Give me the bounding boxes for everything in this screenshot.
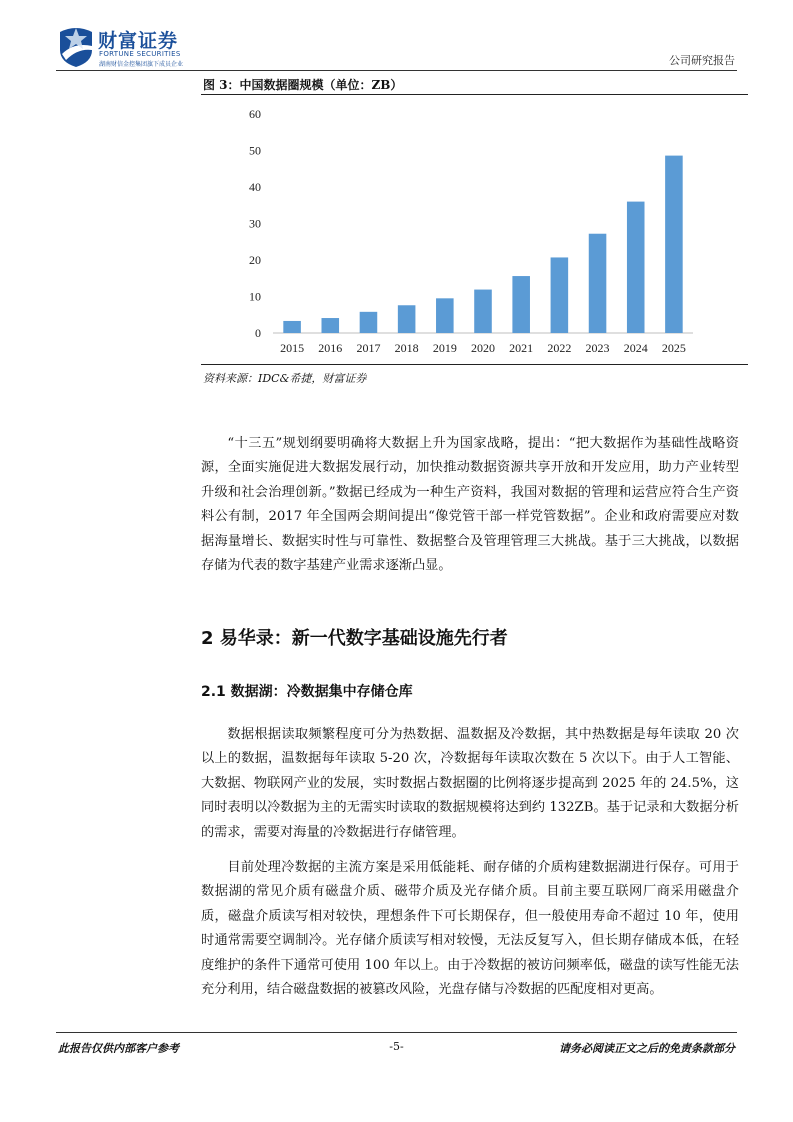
footer-disclaimer-right: 请务必阅读正文之后的免责条款部分 bbox=[559, 1042, 735, 1055]
bar-2025 bbox=[665, 156, 683, 333]
subsection-heading: 2.1 数据湖：冷数据集中存储仓库 bbox=[201, 684, 413, 700]
y-tick-label: 30 bbox=[249, 216, 261, 231]
x-tick-label: 2019 bbox=[432, 341, 457, 355]
figure-source: 资料来源：IDC&希捷，财富证券 bbox=[203, 372, 367, 385]
y-tick-label: 50 bbox=[249, 143, 261, 158]
bar-2023 bbox=[589, 234, 607, 333]
y-tick-label: 20 bbox=[249, 253, 261, 267]
footer-divider bbox=[56, 1032, 737, 1033]
logo-english-name: FORTUNE SECURITIES bbox=[99, 50, 181, 58]
paragraph-data-temperature: 数据根据读取频繁程度可分为热数据、温数据及冷数据，其中热数据是每年读取 20 次以上的数据，温数据每年读取 5-20 次，冷数据每年读取次数在 5 次以下。由于人工智能、大数据、物联网产业的发展，实时数据占数据圈的比例将逐步提高到 2025 年的 24.5%，这同时表明以冷数据为主的无需实时读取的数据规模将达到约 132ZB。基于记录和大数据分析的需求，需要对海量的冷数据进行存储管理。 bbox=[201, 727, 739, 840]
x-tick-label: 2022 bbox=[547, 341, 572, 355]
x-tick-label: 2025 bbox=[661, 341, 686, 355]
y-tick-label: 0 bbox=[255, 326, 261, 340]
report-type: 公司研究报告 bbox=[669, 54, 735, 67]
paragraph-strategy: “十三五”规划纲要明确将大数据上升为国家战略，提出：“把大数据作为基础性战略资源，全面实施促进大数据发展行动，加快推动数据资源共享开放和开发应用，助力产业转型升级和社会治理创新。”数据已经成为一种生产资料，我国对数据的管理和运营应符合生产资料公有制，2017 年全国两会期间提出“像党管干部一样党管数据”。企业和政府需要应对数据海量增长、数据实时性与可靠性、数据整合及管理管理三大挑战。基于三大挑战，以数据存储为代表的数字基建产业需求逐渐凸显。 bbox=[201, 436, 739, 574]
paragraph-storage-media: 目前处理冷数据的主流方案是采用低能耗、耐存储的介质构建数据湖进行保存。可用于数据湖的常见介质有磁盘介质、磁带介质及光存储介质。目前主要互联网厂商采用磁盘介质，磁盘介质读写相对较快，理想条件下可长期保存，但一般使用寿命不超过 10 年，使用时通常需要空调制冷。光存储介质读写相对较慢，无法反复写入，但长期存储成本低，在轻度维护的条件下通常可使用 100 年以上。由于冷数据的被访问频率低，磁盘的读写性能无法充分利用，结合磁盘数据的被篡改风险，光盘存储与冷数据的匹配度相对更高。 bbox=[201, 860, 739, 998]
bar-2018 bbox=[398, 305, 416, 333]
section-heading: 2 易华录：新一代数字基础设施先行者 bbox=[201, 628, 508, 649]
y-tick-label: 60 bbox=[249, 107, 261, 121]
bar-2021 bbox=[512, 276, 530, 333]
x-tick-label: 2021 bbox=[509, 341, 534, 355]
x-tick-label: 2020 bbox=[471, 341, 495, 355]
bar-2017 bbox=[360, 312, 378, 333]
x-tick-label: 2023 bbox=[585, 341, 610, 355]
x-tick-label: 2018 bbox=[394, 341, 419, 355]
bar-chart bbox=[201, 96, 748, 362]
logo-subtitle: 湖南财信金控集团旗下成员企业 bbox=[99, 61, 184, 68]
x-tick-label: 2024 bbox=[623, 341, 648, 355]
company-logo bbox=[56, 24, 206, 70]
logo-mark-icon bbox=[56, 24, 96, 68]
y-tick-label: 40 bbox=[249, 180, 261, 194]
figure-top-rule bbox=[201, 94, 748, 95]
header-divider bbox=[56, 70, 737, 71]
logo-chinese-name: 财富证券 bbox=[98, 30, 179, 52]
bar-2016 bbox=[321, 318, 339, 333]
bar-2019 bbox=[436, 298, 454, 333]
figure-title: 图 3：中国数据圈规模（单位：ZB） bbox=[203, 78, 403, 92]
x-tick-label: 2016 bbox=[318, 341, 343, 355]
x-tick-label: 2015 bbox=[280, 341, 305, 355]
bar-2020 bbox=[474, 290, 492, 333]
bar-2015 bbox=[283, 321, 301, 333]
bar-2022 bbox=[551, 257, 569, 333]
figure-bottom-rule bbox=[201, 364, 748, 365]
bar-2024 bbox=[627, 202, 645, 333]
x-tick-label: 2017 bbox=[356, 341, 381, 355]
page-number: -5- bbox=[389, 1040, 404, 1053]
y-tick-label: 10 bbox=[249, 289, 261, 304]
footer-disclaimer-left: 此报告仅供内部客户参考 bbox=[58, 1042, 179, 1055]
